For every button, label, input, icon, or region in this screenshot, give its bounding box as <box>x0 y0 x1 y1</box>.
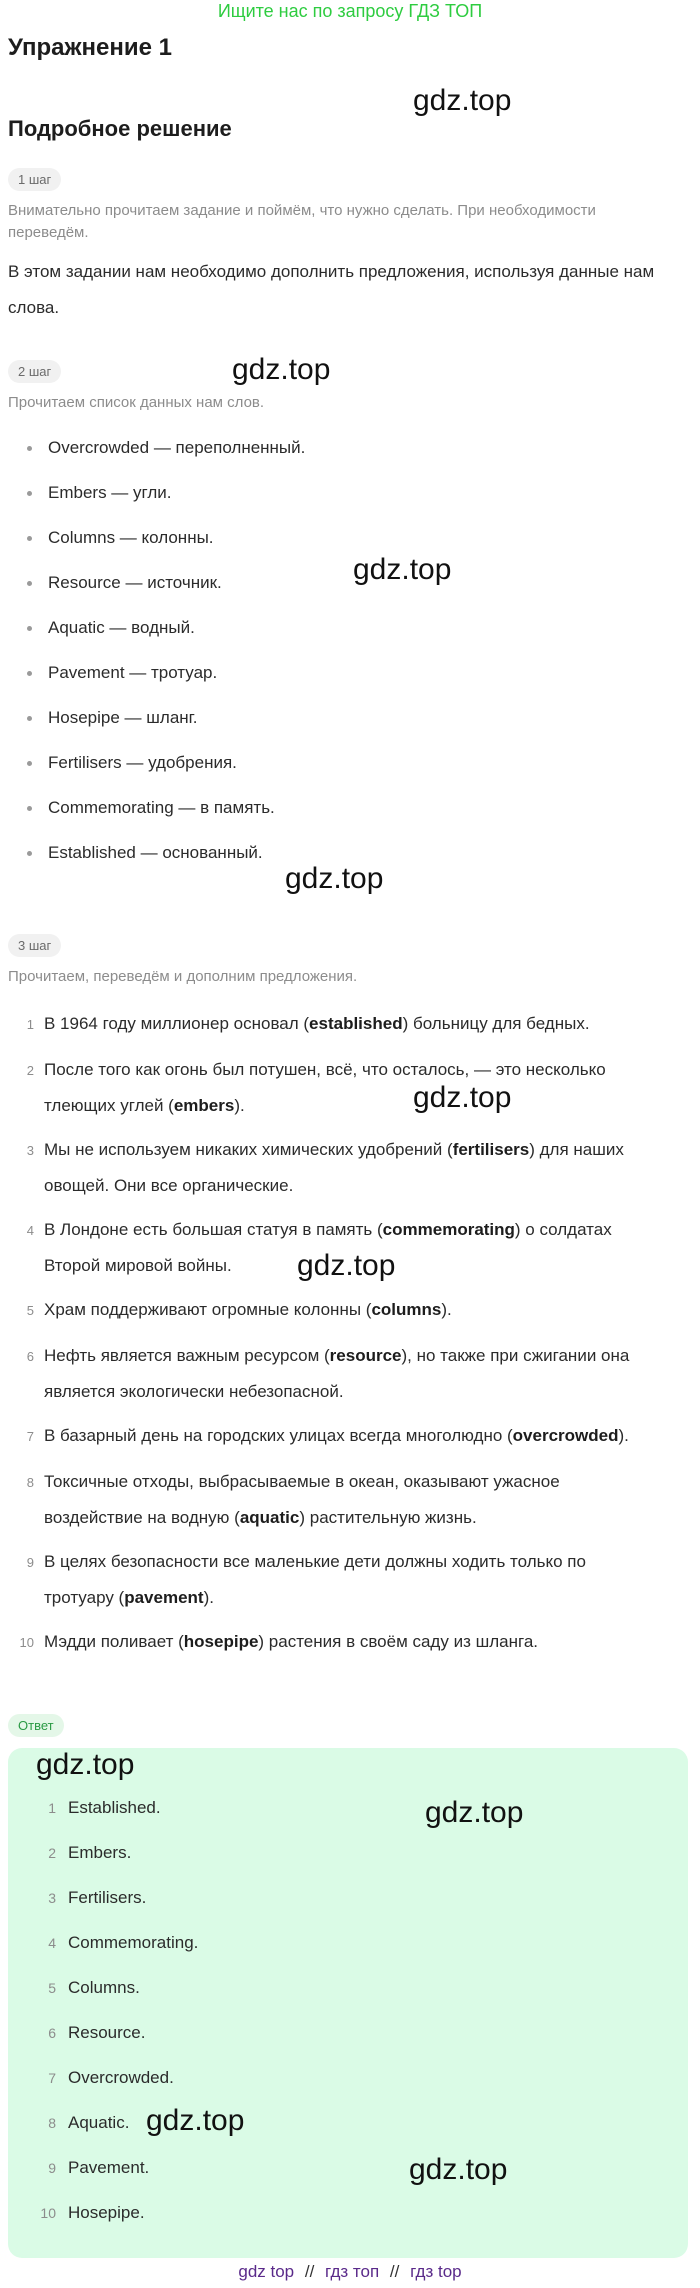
sentence-line <box>44 1292 684 1328</box>
sentence-text: ) растения в своём саду из шланга. <box>258 1632 538 1651</box>
answer-word: fertilisers <box>452 1140 530 1159</box>
sentence-text: овощей. Они все органические. <box>44 1176 294 1195</box>
answer-item: Overcrowded. <box>68 2068 174 2087</box>
item-number: 7 <box>26 1429 34 1444</box>
list-item: Established — основанный. <box>48 843 263 862</box>
bullet-dot <box>27 671 32 676</box>
item-number: 6 <box>48 2025 56 2041</box>
bullet-dot <box>27 536 32 541</box>
footer-links <box>0 2262 700 2282</box>
watermark: gdz.top <box>425 1796 524 1829</box>
sentence-text: В 1964 году миллионер основал ( <box>44 1014 310 1033</box>
answer-item: Fertilisers. <box>68 1888 147 1907</box>
answer-badge: Ответ <box>8 1714 64 1737</box>
step-note: Прочитаем, переведём и дополним предложения. <box>8 968 358 985</box>
page-title: Упражнение 1 <box>8 34 172 61</box>
item-number: 6 <box>26 1349 34 1364</box>
footer-link[interactable]: гдз топ <box>325 2262 380 2281</box>
step-text: В этом задании нам необходимо дополнить предложения, используя данные нам слова. <box>8 262 655 317</box>
list-item: Pavement — тротуар. <box>48 663 218 682</box>
sentence-line <box>44 1052 684 1088</box>
item-number: 3 <box>48 1890 56 1906</box>
sentence-text: тлеющих углей ( <box>44 1096 174 1115</box>
answer-word: established <box>309 1014 403 1033</box>
bullet-dot <box>27 446 32 451</box>
answer-item: Aquatic. <box>68 2113 130 2132</box>
sentence-line <box>44 1212 684 1248</box>
item-number: 1 <box>26 1017 34 1032</box>
sentence-line <box>44 1132 684 1168</box>
item-number: 4 <box>26 1223 34 1238</box>
item-number: 8 <box>48 2115 56 2131</box>
answer-item: Established. <box>68 1798 161 1817</box>
answer-item: Hosepipe. <box>68 2203 145 2222</box>
sentence-line <box>44 1544 684 1580</box>
list-item: Resource — источник. <box>48 573 222 592</box>
watermark: gdz.top <box>413 84 512 117</box>
sentence-line <box>44 1006 684 1042</box>
bullet-dot <box>27 761 32 766</box>
watermark: gdz.top <box>297 1249 396 1282</box>
sentence-line <box>44 1168 684 1204</box>
item-number: 4 <box>48 1935 56 1951</box>
step-badge: 1 шаг <box>8 168 61 191</box>
sentence-line <box>44 1464 684 1500</box>
item-number: 7 <box>48 2070 56 2086</box>
sentence-text: ). <box>203 1588 214 1607</box>
footer-separator: // <box>389 2262 400 2281</box>
answer-word: embers <box>173 1096 235 1115</box>
list-item: Fertilisers — удобрения. <box>48 753 237 772</box>
bullet-dot <box>27 851 32 856</box>
sentence-line <box>44 1418 684 1454</box>
step-badge: 2 шаг <box>8 360 61 383</box>
sentence-text: Второй мировой войны. <box>44 1256 232 1275</box>
sentence-text: ) для наших <box>529 1140 624 1159</box>
sentence-text: тротуару ( <box>44 1588 125 1607</box>
sentence-line <box>44 1500 684 1536</box>
sentence-line <box>44 1338 684 1374</box>
step-note: Прочитаем список данных нам слов. <box>8 394 265 411</box>
sentence-text: Храм поддерживают огромные колонны ( <box>44 1300 372 1319</box>
watermark: gdz.top <box>413 1081 512 1114</box>
bullet-dot <box>27 716 32 721</box>
list-item: Embers — угли. <box>48 483 172 502</box>
answer-item: Embers. <box>68 1843 132 1862</box>
bullet-dot <box>27 626 32 631</box>
answer-word: aquatic <box>239 1508 300 1527</box>
item-number: 8 <box>26 1475 34 1490</box>
answer-word: columns <box>371 1300 442 1319</box>
sentence-text: является экологически небезопасной. <box>44 1382 344 1401</box>
answer-word: overcrowded <box>512 1426 619 1445</box>
item-number: 3 <box>26 1143 34 1158</box>
sentence-text: Мы не используем никаких химических удобрений ( <box>44 1140 453 1159</box>
item-number: 9 <box>48 2160 56 2176</box>
item-number: 5 <box>26 1303 34 1318</box>
answer-word: resource <box>329 1346 402 1365</box>
sentence-text: ). <box>618 1426 629 1445</box>
watermark: gdz.top <box>146 2104 245 2137</box>
item-number: 9 <box>26 1555 34 1570</box>
watermark: gdz.top <box>232 353 331 386</box>
item-number: 2 <box>48 1845 56 1861</box>
list-item: Overcrowded — переполненный. <box>48 438 306 457</box>
item-number: 10 <box>19 1635 34 1650</box>
footer-link[interactable]: gdz top <box>238 2262 295 2281</box>
section-title: Подробное решение <box>8 116 232 141</box>
sentence-line <box>44 1248 684 1284</box>
sentence-line <box>44 1088 684 1124</box>
sentence-text: воздействие на водную ( <box>44 1508 240 1527</box>
answer-item: Columns. <box>68 1978 140 1997</box>
answer-item: Pavement. <box>68 2158 150 2177</box>
search-banner: Ищите нас по запросу ГДЗ ТОП <box>217 1 483 21</box>
list-item: Columns — колонны. <box>48 528 214 547</box>
sentence-text: Мэдди поливает ( <box>44 1632 184 1651</box>
watermark: gdz.top <box>285 862 384 895</box>
footer-link[interactable]: гдз top <box>410 2262 462 2281</box>
item-number: 5 <box>48 1980 56 1996</box>
sentence-line <box>44 1624 684 1660</box>
sentence-text: В Лондоне есть большая статуя в память ( <box>44 1220 383 1239</box>
step-note: Внимательно прочитаем задание и поймём, что нужно сделать. При необходимости переведём. <box>8 202 596 241</box>
bullet-dot <box>27 806 32 811</box>
sentence-text: Нефть является важным ресурсом ( <box>44 1346 330 1365</box>
item-number: 2 <box>26 1063 34 1078</box>
footer-separator: // <box>304 2262 315 2281</box>
answer-word: hosepipe <box>183 1632 259 1651</box>
answer-item: Resource. <box>68 2023 146 2042</box>
watermark: gdz.top <box>409 2153 508 2186</box>
bullet-dot <box>27 581 32 586</box>
sentence-text: ), но также при сжигании она <box>401 1346 630 1365</box>
list-item: Commemorating — в память. <box>48 798 275 817</box>
step-badge: 3 шаг <box>8 934 61 957</box>
sentence-text: ) больницу для бедных. <box>402 1014 590 1033</box>
item-number: 1 <box>48 1800 56 1816</box>
watermark: gdz.top <box>353 553 452 586</box>
answer-word: commemorating <box>382 1220 515 1239</box>
sentence-text: ) о солдатах <box>514 1220 612 1239</box>
answer-word: pavement <box>124 1588 204 1607</box>
sentence-text: Токсичные отходы, выбрасываемые в океан, оказывают ужасное <box>44 1472 560 1491</box>
item-number: 10 <box>40 2205 56 2221</box>
sentence-line <box>44 1580 684 1616</box>
sentence-text: ) растительную жизнь. <box>299 1508 477 1527</box>
sentence-text: ). <box>234 1096 245 1115</box>
answer-item: Commemorating. <box>68 1933 199 1952</box>
sentence-text: В базарный день на городских улицах всегда многолюдно ( <box>44 1426 513 1445</box>
sentence-text: ). <box>441 1300 452 1319</box>
watermark: gdz.top <box>36 1748 135 1781</box>
list-item: Hosepipe — шланг. <box>48 708 198 727</box>
sentence-text: После того как огонь был потушен, всё, что осталось, — это несколько <box>44 1060 606 1079</box>
list-item: Aquatic — водный. <box>48 618 195 637</box>
sentence-text: В целях безопасности все маленькие дети должны ходить только по <box>44 1552 586 1571</box>
bullet-dot <box>27 491 32 496</box>
sentence-line <box>44 1374 684 1410</box>
